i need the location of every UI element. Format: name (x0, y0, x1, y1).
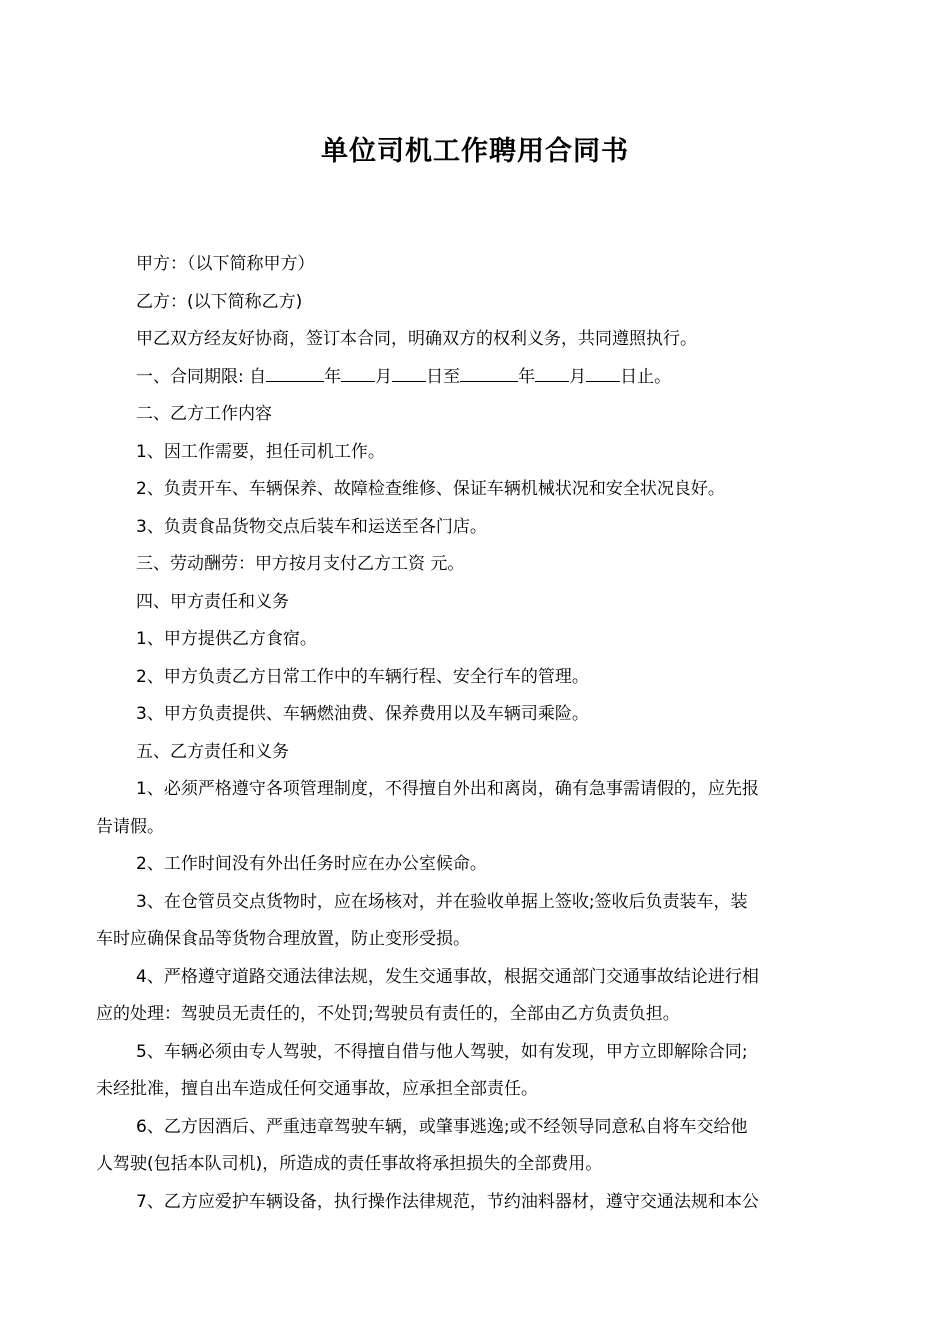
party-b-line: 乙方：(以下简称乙方) (136, 291, 303, 312)
section-5-heading: 五、乙方责任和义务 (136, 741, 289, 762)
item-line: 1、必须严格遵守各项管理制度，不得擅自外出和离岗，确有急事需请假的，应先报 (136, 779, 759, 799)
intro-paragraph: 甲乙双方经友好协商，签订本合同，明确双方的权利义务，共同遵照执行。 (136, 329, 697, 349)
end-year-blank (460, 363, 518, 382)
section-2-item: 1、因工作需要，担任司机工作。 (136, 441, 385, 462)
section-2-heading: 二、乙方工作内容 (136, 404, 272, 424)
section-4-item: 1、甲方提供乙方食宿。 (136, 629, 317, 649)
term-label: 一、合同期限: 自 (136, 366, 267, 387)
party-a-line: 甲方：（以下简称甲方） (136, 254, 315, 274)
section-4-item: 3、甲方负责提供、车辆燃油费、保养费用以及车辆司乘险。 (136, 704, 589, 724)
item-line: 7、乙方应爱护车辆设备，执行操作法律规范，节约油料器材，遵守交通法规和本公 (136, 1191, 759, 1212)
document-title: 单位司机工作聘用合同书 (321, 136, 629, 167)
item-line: 车时应确保食品等货物合理放置，防止变形受损。 (96, 929, 470, 949)
end-day-blank (586, 363, 620, 382)
section-2-item: 3、负责食品货物交点后装车和运送至各门店。 (136, 516, 487, 537)
section-5-item (116, 846, 836, 884)
section-5-item (96, 884, 836, 959)
section-4-heading: 四、甲方责任和义务 (136, 591, 289, 612)
item-line: 6、乙方因酒后、严重违章驾驶车辆，或肇事逃逸;或不经领导同意私自将车交给他 (136, 1116, 748, 1137)
section-5-item (116, 1184, 836, 1222)
section-5-item (96, 1034, 836, 1109)
term-month-2: 月 (569, 366, 587, 387)
section-5-item (96, 959, 836, 1034)
item-line: 2、工作时间没有外出任务时应在办公室候命。 (136, 854, 487, 874)
term-year-1: 年 (324, 366, 342, 387)
contract-term-line (116, 359, 836, 397)
section-5-item (96, 1109, 836, 1184)
document-body (96, 246, 836, 1221)
section-5-item (96, 771, 836, 846)
section-2-item: 2、负责开车、车辆保养、故障检查维修、保证车辆机械状况和安全状况良好。 (136, 479, 725, 499)
start-month-blank (341, 363, 375, 382)
item-line: 3、在仓管员交点货物时，应在场核对，并在验收单据上签收;签收后负责装车，装 (136, 891, 748, 912)
item-line: 告请假。 (96, 816, 164, 837)
item-line: 5、车辆必须由专人驾驶，不得擅自借与他人驾驶，如有发现，甲方立即解除合同; (136, 1041, 748, 1062)
term-day-1: 日至 (426, 366, 461, 387)
start-day-blank (392, 363, 426, 382)
end-month-blank (535, 363, 569, 382)
term-month-1: 月 (375, 366, 393, 387)
item-line: 应的处理：驾驶员无责任的，不处罚;驾驶员有责任的，全部由乙方负责负担。 (96, 1004, 680, 1024)
term-year-2: 年 (518, 366, 536, 387)
item-line: 人驾驶(包括本队司机)，所造成的责任事故将承担损失的全部费用。 (96, 1154, 603, 1174)
start-year-blank (266, 363, 324, 382)
term-day-2: 日止。 (620, 366, 672, 387)
section-3-paragraph: 三、劳动酬劳：甲方按月支付乙方工资 元。 (136, 554, 465, 574)
section-4-item: 2、甲方负责乙方日常工作中的车辆行程、安全行车的管理。 (136, 666, 589, 687)
item-line: 未经批准，擅自出车造成任何交通事故，应承担全部责任。 (96, 1079, 538, 1099)
item-line: 4、严格遵守道路交通法律法规，发生交通事故，根据交通部门交通事故结论进行相 (136, 966, 759, 987)
